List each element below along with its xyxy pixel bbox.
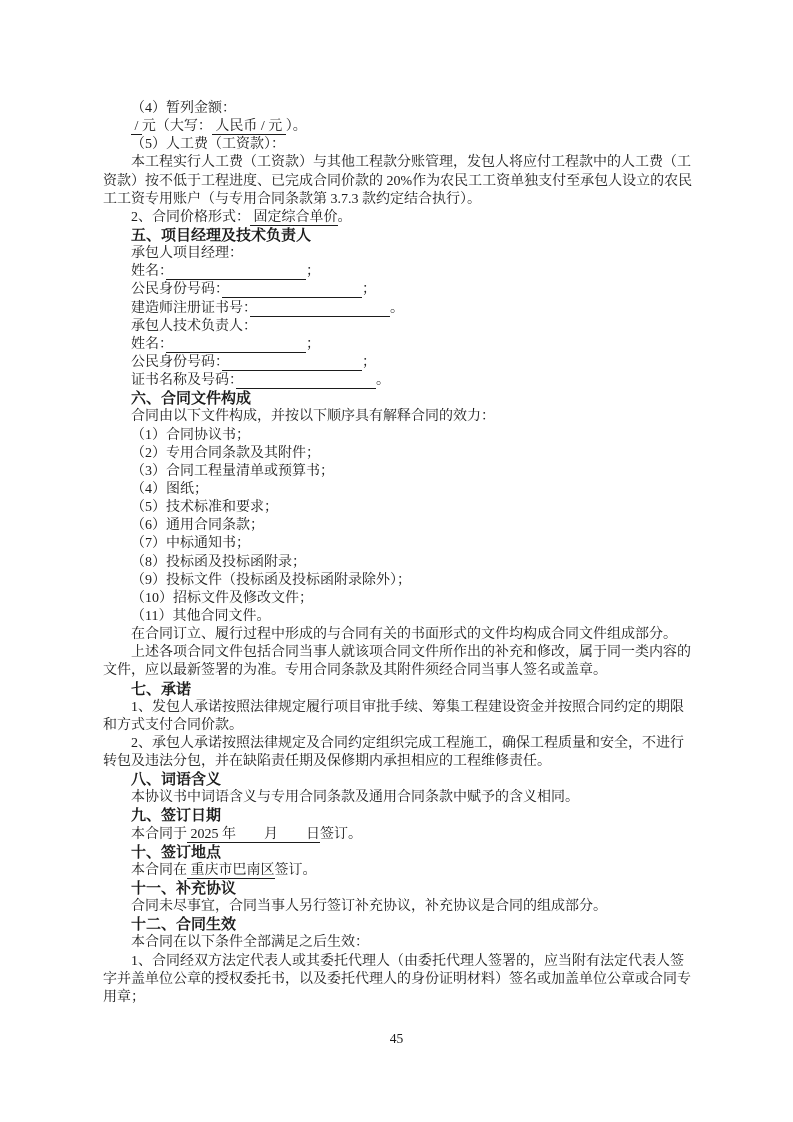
text-run: 签订。 bbox=[320, 826, 362, 842]
doc-line bbox=[103, 735, 695, 753]
text-run: （4）暂列金额： bbox=[131, 101, 236, 116]
text-run: 文件，应以最新签署的为准。专用合同条款及其附件须经合同当事人签名或盖章。 bbox=[103, 663, 607, 679]
text-run: ； bbox=[362, 354, 376, 370]
text-run: （9）投标文件（投标函及投标函附录除外）； bbox=[131, 572, 411, 588]
text-run: 。 bbox=[390, 300, 404, 316]
text-run: （6）通用合同条款； bbox=[131, 518, 264, 534]
text-run: 建造师注册证书号： bbox=[131, 300, 250, 316]
text-run: 本合同在 bbox=[131, 862, 187, 878]
doc-line bbox=[103, 572, 695, 590]
text-run: 十、签订地点 bbox=[131, 843, 222, 861]
doc-line bbox=[103, 136, 695, 154]
doc-line bbox=[103, 463, 695, 481]
text-run: ； bbox=[362, 282, 376, 298]
doc-line bbox=[103, 717, 695, 735]
doc-line bbox=[103, 191, 695, 209]
doc-line bbox=[103, 118, 695, 136]
doc-line bbox=[103, 971, 695, 989]
doc-line bbox=[103, 898, 695, 916]
text-run: 公民身份号码： bbox=[131, 354, 222, 370]
text-run: 证书名称及号码： bbox=[131, 373, 236, 389]
text-run: 2、承包人承诺按照法律规定及合同约定组织完成工程施工，确保工程质量和安全，不进行 bbox=[131, 735, 684, 751]
text-run: ； bbox=[306, 336, 320, 352]
text-run: 本工程实行人工费（工资款）与其他工程款分账管理，发包人将应付工程款中的人工费（工 bbox=[131, 155, 691, 171]
section-heading bbox=[103, 807, 695, 825]
doc-line bbox=[103, 173, 695, 191]
fill-in-blank bbox=[222, 282, 362, 298]
doc-line bbox=[103, 336, 695, 354]
text-run: （3）合同工程量清单或预算书； bbox=[131, 463, 334, 479]
doc-line bbox=[103, 535, 695, 553]
text-run: 五、项目经理及技术负责人 bbox=[131, 226, 312, 244]
doc-line bbox=[103, 699, 695, 717]
text-run: （2）专用合同条款及其附件； bbox=[131, 445, 320, 461]
text-run: （10）招标文件及修改文件； bbox=[131, 590, 313, 606]
text-run: 2、合同价格形式： bbox=[131, 209, 250, 225]
doc-line bbox=[103, 245, 695, 263]
fill-in-blank: 人民币 / 元 bbox=[211, 119, 286, 135]
doc-line bbox=[103, 354, 695, 372]
section-heading bbox=[103, 916, 695, 934]
doc-line bbox=[103, 644, 695, 662]
text-run: 。 bbox=[376, 373, 390, 389]
text-run: 。 bbox=[337, 209, 352, 225]
doc-line bbox=[103, 662, 695, 680]
fill-in-blank: 固定综合单价 bbox=[250, 209, 338, 225]
doc-line bbox=[103, 934, 695, 952]
text-run: ； bbox=[306, 264, 320, 280]
text-run: 在合同订立、履行过程中形成的与合同有关的书面形式的文件均构成合同文件组成部分。 bbox=[131, 627, 677, 643]
doc-line bbox=[103, 753, 695, 771]
doc-line bbox=[103, 862, 695, 880]
text-run: 1、发包人承诺按照法律规定履行项目审批手续、筹集工程建设资金并按照合同约定的期限 bbox=[131, 699, 684, 715]
fill-in-blank: / bbox=[131, 119, 142, 135]
doc-line bbox=[103, 626, 695, 644]
doc-line bbox=[103, 989, 695, 1007]
doc-line bbox=[103, 554, 695, 572]
doc-line bbox=[103, 427, 695, 445]
fill-in-blank bbox=[236, 373, 376, 389]
text-run: ）。 bbox=[285, 119, 307, 135]
text-run: 转包及违法分包，并在缺陷责任期及保修期内承担相应的工程维修责任。 bbox=[103, 754, 551, 770]
text-run: 本协议书中词语含义与专用合同条款及通用合同条款中赋予的含义相同。 bbox=[131, 790, 579, 806]
text-run: 工工资专用账户（与专用合同条款第 3.7.3 款约定结合执行）。 bbox=[103, 191, 481, 207]
section-heading bbox=[103, 227, 695, 245]
doc-line bbox=[103, 100, 695, 118]
text-run: 十一、补充协议 bbox=[131, 880, 237, 898]
doc-line bbox=[103, 590, 695, 608]
text-run: （1）合同协议书； bbox=[131, 427, 250, 443]
fill-in-blank: 2025 年 月 日 bbox=[187, 826, 320, 842]
fill-in-blank bbox=[222, 355, 362, 371]
text-run: 承包人项目经理： bbox=[131, 246, 243, 262]
text-run: 合同未尽事宜，合同当事人另行签订补充协议，补充协议是合同的组成部分。 bbox=[131, 899, 607, 915]
page-number: 45 bbox=[389, 1031, 404, 1046]
section-heading bbox=[103, 880, 695, 898]
text-run: 姓名： bbox=[131, 336, 166, 352]
text-run: 本合同于 bbox=[131, 826, 187, 842]
doc-line bbox=[103, 154, 695, 172]
text-run: （11）其他合同文件。 bbox=[131, 608, 271, 624]
fill-in-blank: 重庆市巴南区 bbox=[187, 862, 275, 878]
doc-line bbox=[103, 445, 695, 463]
text-run: 合同由以下文件构成，并按以下顺序具有解释合同的效力： bbox=[131, 409, 495, 425]
text-run: 字并盖单位公章的授权委托书，以及委托代理人的身份证明材料）签名或加盖单位公章或合同专 bbox=[103, 971, 691, 987]
text-run: 八、词语含义 bbox=[131, 771, 222, 789]
doc-line bbox=[103, 263, 695, 281]
text-run: 姓名： bbox=[131, 264, 166, 280]
section-heading bbox=[103, 390, 695, 408]
section-heading bbox=[103, 771, 695, 789]
doc-line bbox=[103, 408, 695, 426]
text-run: 承包人技术负责人： bbox=[131, 318, 257, 334]
text-run: 本合同在以下条件全部满足之后生效： bbox=[131, 935, 369, 951]
text-run: （7）中标通知书； bbox=[131, 536, 250, 552]
fill-in-blank bbox=[166, 264, 306, 280]
text-run: 七、承诺 bbox=[131, 680, 192, 698]
doc-line bbox=[103, 372, 695, 390]
doc-line bbox=[103, 281, 695, 299]
text-run: 签订。 bbox=[274, 862, 317, 878]
text-run: 用章； bbox=[103, 989, 145, 1005]
text-run: 1、合同经双方法定代表人或其委托代理人（由委托代理人签署的，应当附有法定代表人签 bbox=[131, 953, 684, 969]
doc-line bbox=[103, 953, 695, 971]
doc-line bbox=[103, 481, 695, 499]
document-body bbox=[103, 100, 695, 1007]
text-run: 元（大写： bbox=[141, 119, 212, 135]
section-heading bbox=[103, 844, 695, 862]
text-run: 十二、合同生效 bbox=[131, 916, 237, 934]
text-run: 九、签订日期 bbox=[131, 807, 222, 825]
text-run: 公民身份号码： bbox=[131, 282, 222, 298]
fill-in-blank bbox=[166, 337, 306, 353]
text-run: 六、合同文件构成 bbox=[131, 390, 252, 408]
doc-line bbox=[103, 499, 695, 517]
text-run: （4）图纸； bbox=[131, 481, 208, 497]
text-run: （5）人工费（工资款）： bbox=[131, 137, 285, 153]
doc-line bbox=[103, 608, 695, 626]
text-run: 上述各项合同文件包括合同当事人就该项合同文件所作出的补充和修改，属于同一类内容的 bbox=[131, 645, 691, 661]
fill-in-blank bbox=[250, 301, 390, 317]
doc-line bbox=[103, 826, 695, 844]
text-run: （8）投标函及投标函附录； bbox=[131, 554, 306, 570]
doc-line bbox=[103, 789, 695, 807]
section-heading bbox=[103, 681, 695, 699]
doc-line bbox=[103, 300, 695, 318]
text-run: 资款）按不低于工程进度、已完成合同价款的 20%作为农民工工资单独支付至承包人设立的农民 bbox=[103, 173, 693, 189]
text-run: 和方式支付合同价款。 bbox=[103, 717, 243, 733]
doc-line bbox=[103, 318, 695, 336]
text-run: （5）技术标准和要求； bbox=[131, 500, 278, 516]
doc-line bbox=[103, 517, 695, 535]
doc-line bbox=[103, 209, 695, 227]
